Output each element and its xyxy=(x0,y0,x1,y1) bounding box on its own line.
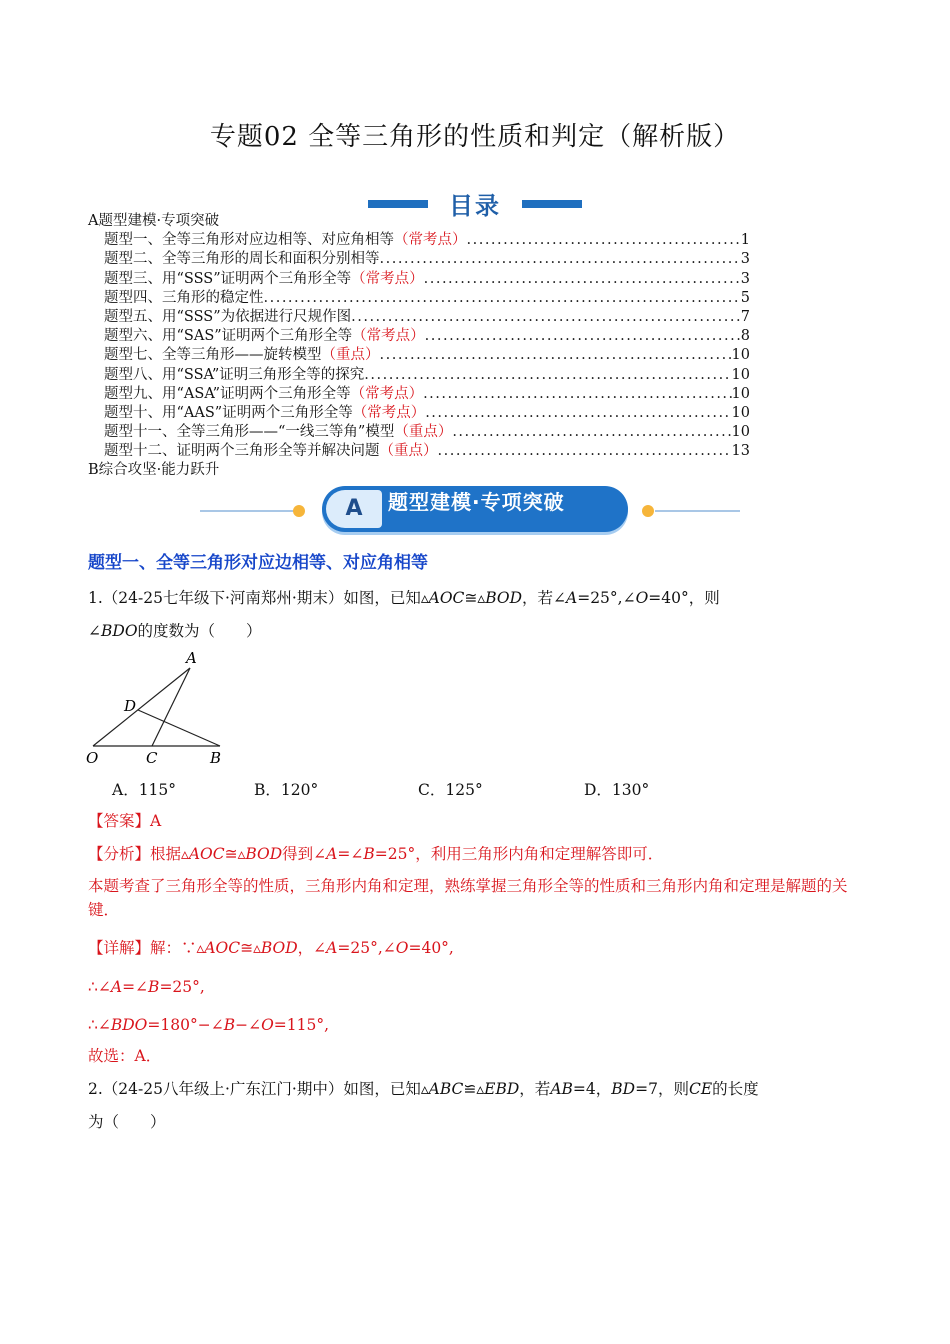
banner-pill xyxy=(322,486,628,532)
toc-leader-dots xyxy=(425,327,741,346)
toc-item-label: 题型十一、全等三角形——“一线三等角”模型 xyxy=(104,424,395,441)
toc-leader-dots xyxy=(351,308,741,327)
label-A: A xyxy=(186,649,197,667)
toc-item-label: 题型五、用“SSS”为依据进行尺规作图 xyxy=(104,308,352,325)
q1-triangle-figure xyxy=(80,648,240,770)
toc-item[interactable] xyxy=(88,231,750,250)
toc-right-bar xyxy=(522,200,582,208)
banner-left-dot xyxy=(293,505,305,517)
q1-step2: ∴∠A=∠B=25°, xyxy=(88,978,205,996)
toc-item-tag: （重点） xyxy=(394,424,453,441)
toc-item[interactable] xyxy=(88,308,750,327)
label-D: D xyxy=(124,697,137,715)
q1-step3: ∴∠BDO=180°−∠B−∠O=115°, xyxy=(88,1016,330,1034)
toc-item-page: 3 xyxy=(740,270,750,287)
toc-item[interactable] xyxy=(88,250,750,269)
toc-item[interactable] xyxy=(88,366,750,385)
toc-leader-dots xyxy=(424,270,741,289)
banner-left-line xyxy=(200,510,295,512)
toc-item-label: 题型一、全等三角形对应边相等、对应角相等 xyxy=(104,232,394,249)
toc-item-page: 3 xyxy=(740,251,750,268)
toc-item[interactable] xyxy=(88,270,750,289)
toc-item-label: 题型二、全等三角形的周长和面积分别相等 xyxy=(104,251,380,268)
toc-item[interactable] xyxy=(88,404,750,423)
toc-leader-dots xyxy=(425,404,731,423)
toc-item-label: 题型三、用“SSS”证明两个三角形全等 xyxy=(104,270,352,287)
toc-item-page: 10 xyxy=(731,366,750,383)
q1-choose: 故选：A． xyxy=(88,1047,162,1065)
label-B: B xyxy=(210,749,222,767)
q1-option-d[interactable]: D．130° xyxy=(584,781,650,799)
banner-right-line xyxy=(655,510,740,512)
page-title: 专题02 全等三角形的性质和判定（解析版） xyxy=(209,122,741,152)
toc-item-tag: （常考点） xyxy=(394,232,467,249)
toc-leader-dots xyxy=(452,423,731,442)
toc-part-b[interactable]: B综合攻坚·能力跃升 xyxy=(88,462,220,479)
toc-leader-dots xyxy=(423,385,731,404)
q1-detail: 【详解】解：∵▵AOC≅▵BOD，∠A=25°,∠O=40°, xyxy=(88,939,454,957)
q1-option-b[interactable]: B．120° xyxy=(254,781,319,799)
toc-item[interactable] xyxy=(88,327,750,346)
toc-leader-dots xyxy=(380,250,741,269)
q1-answer: 【答案】A xyxy=(88,812,162,830)
label-O: O xyxy=(86,749,99,767)
toc-item-page: 10 xyxy=(731,404,750,421)
banner-text: 题型建模·专项突破 xyxy=(388,490,565,514)
banner-right-dot xyxy=(642,505,654,517)
q1-summary: 本题考查了三角形全等的性质，三角形内角和定理，熟练掌握三角形全等的性质和三角形内角和定理是解题的关键． xyxy=(88,877,848,919)
toc-item-tag: （常考点） xyxy=(352,328,425,345)
toc-item[interactable] xyxy=(88,346,750,365)
banner-letter: A xyxy=(326,490,382,528)
toc-leader-dots xyxy=(380,346,732,365)
q1-option-a[interactable]: A．115° xyxy=(112,781,177,799)
toc-item-page: 5 xyxy=(740,289,750,306)
toc-item-tag: （重点） xyxy=(379,443,438,460)
toc-item-label: 题型六、用“SAS”证明两个三角形全等 xyxy=(104,328,353,345)
toc-item-page: 10 xyxy=(731,347,750,364)
toc-item-tag: （重点） xyxy=(321,347,380,364)
toc-item-label: 题型七、全等三角形——旋转模型 xyxy=(104,347,322,364)
toc-item-label: 题型九、用“ASA”证明两个三角形全等 xyxy=(104,385,351,402)
toc-item-page: 8 xyxy=(740,328,750,345)
q1-analysis: 【分析】根据▵AOC≅▵BOD得到∠A=∠B=25°，利用三角形内角和定理解答即可． xyxy=(88,845,664,863)
toc-item-page: 13 xyxy=(731,443,750,460)
toc-leader-dots xyxy=(364,366,731,385)
section-banner xyxy=(200,484,750,538)
toc-item[interactable] xyxy=(88,289,750,308)
toc-heading-text: 目录 xyxy=(449,192,501,220)
toc-item[interactable] xyxy=(88,423,750,442)
q1-stem-line2: ∠BDO的度数为（ ） xyxy=(88,622,262,640)
q2-stem-line2: 为（ ） xyxy=(88,1113,166,1131)
toc-item-page: 10 xyxy=(731,424,750,441)
toc-part-a[interactable]: A题型建模·专项突破 xyxy=(88,213,220,229)
toc-item-label: 题型十二、证明两个三角形全等并解决问题 xyxy=(104,443,380,460)
toc-item[interactable] xyxy=(88,385,750,404)
toc-item-label: 题型八、用“SSA”证明三角形全等的探究 xyxy=(104,366,365,383)
toc-item-tag: （常考点） xyxy=(351,270,424,287)
toc-item-tag: （常考点） xyxy=(350,385,424,402)
toc-item[interactable] xyxy=(88,442,750,461)
section-title: 题型一、全等三角形对应边相等、对应角相等 xyxy=(88,553,428,573)
toc-left-bar xyxy=(368,200,428,208)
toc-item-tag: （常考点） xyxy=(352,404,426,421)
toc-item-page: 10 xyxy=(731,385,750,402)
toc-item-page: 1 xyxy=(740,232,750,249)
table-of-contents xyxy=(88,212,750,481)
q2-stem-line1: 2.（24-25八年级上·广东江门·期中）如图，已知▵ABC≌▵EBD，若AB=4，BD=7，则CE的长度 xyxy=(88,1080,759,1098)
toc-leader-dots xyxy=(264,289,741,308)
toc-item-page: 7 xyxy=(740,308,750,325)
label-C: C xyxy=(146,749,158,767)
toc-item-label: 题型十、用“AAS”证明两个三角形全等 xyxy=(104,404,353,421)
toc-item-label: 题型四、三角形的稳定性 xyxy=(104,289,264,306)
toc-leader-dots xyxy=(467,231,741,250)
q1-option-c[interactable]: C．125° xyxy=(418,781,483,799)
q1-stem-line1: 1.（24-25七年级下·河南郑州·期末）如图，已知▵AOC≅▵BOD，若∠A=25°,∠O=40°，则 xyxy=(88,589,720,607)
toc-leader-dots xyxy=(438,442,732,461)
